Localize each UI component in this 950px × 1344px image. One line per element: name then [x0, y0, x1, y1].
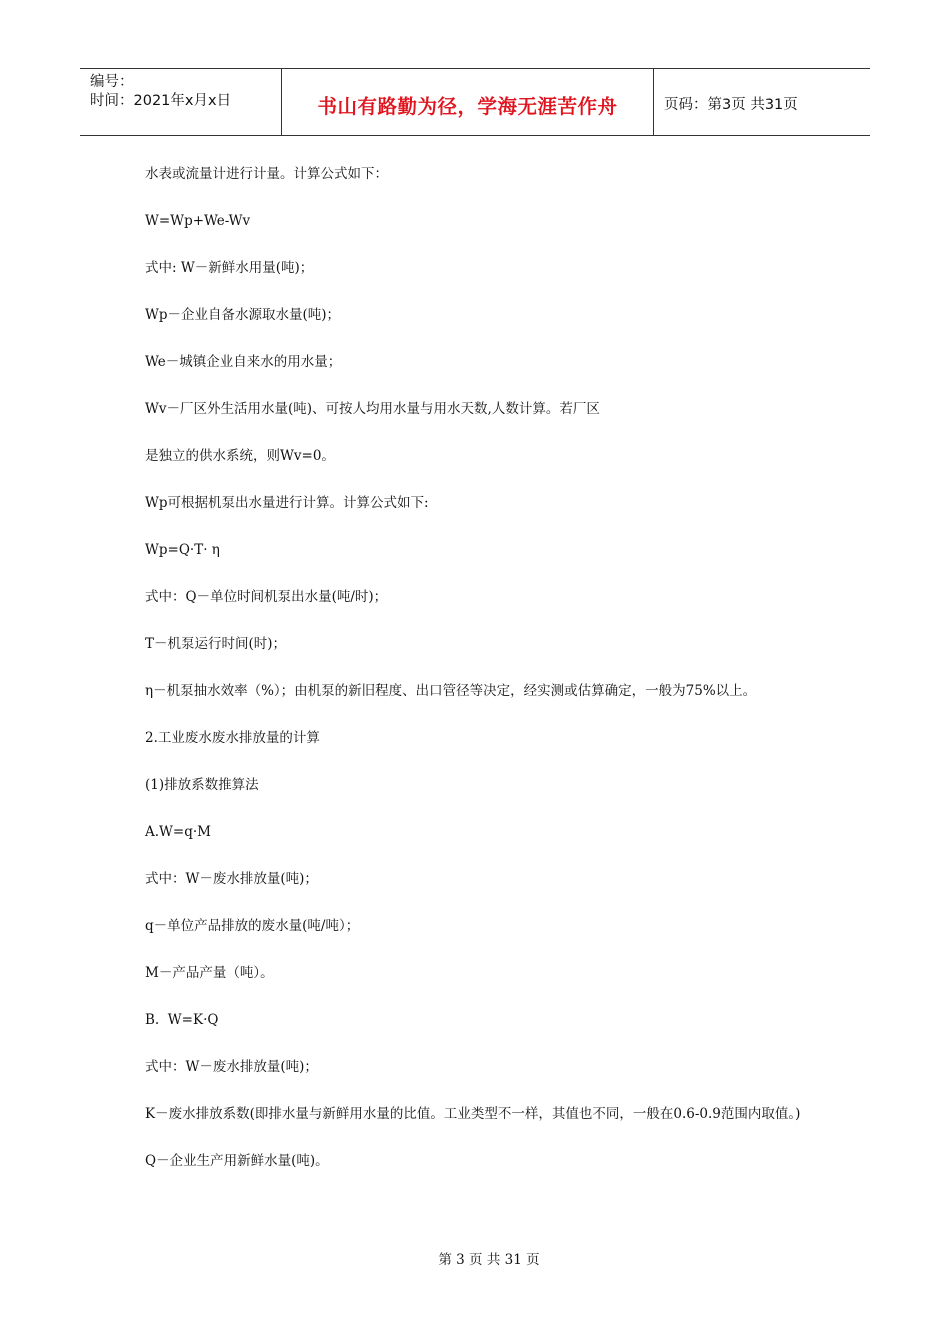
- formula-line: Wp=Q·T· η: [145, 542, 220, 558]
- body-paragraph: q－单位产品排放的废水量(吨/吨）；: [145, 918, 360, 934]
- body-paragraph: Q－企业生产用新鲜水量(吨)。: [145, 1153, 329, 1169]
- body-paragraph: T－机泵运行时间(时)；: [145, 636, 287, 652]
- document-time-label: 时间：2021年x月x日: [90, 93, 232, 109]
- page-footer: 第 3 页 共 31 页: [438, 1252, 540, 1268]
- body-paragraph: 式中：Q－单位时间机泵出水量(吨/时)；: [145, 589, 388, 605]
- header-page-info: 页码：第3页 共31页: [664, 96, 798, 113]
- section-heading: 2.工业废水废水排放量的计算: [145, 730, 320, 746]
- formula-line: B. W=K·Q: [145, 1012, 219, 1028]
- body-paragraph: 水表或流量计进行计量。计算公式如下：: [145, 166, 388, 182]
- document-number-label: 编号：: [90, 74, 134, 90]
- body-paragraph: Wp－企业自备水源取水量(吨)；: [145, 307, 341, 323]
- body-paragraph: 是独立的供水系统，则Wv=0。: [145, 448, 335, 464]
- body-paragraph: 式中：W－废水排放量(吨)；: [145, 871, 318, 887]
- body-paragraph: We－城镇企业自来水的用水量；: [145, 354, 342, 370]
- body-paragraph: η－机泵抽水效率（%）；由机泵的新旧程度、出口管径等决定，经实测或估算确定，一般为75%以上。: [145, 683, 757, 699]
- formula-line: A.W=q·M: [145, 824, 211, 840]
- subsection-heading: (1)排放系数推算法: [145, 777, 259, 793]
- body-paragraph: Wv－厂区外生活用水量(吨)、可按人均用水量与用水天数,人数计算。若厂区: [145, 401, 600, 417]
- body-paragraph: 式中: W－新鲜水用量(吨)；: [145, 260, 314, 276]
- header-meta: [80, 69, 282, 135]
- document-body: [145, 163, 810, 1197]
- header-motto: 书山有路勤为径，学海无涯苦作舟: [282, 69, 654, 135]
- body-paragraph: Wp可根据机泵出水量进行计算。计算公式如下:: [145, 495, 429, 511]
- body-paragraph: M－产品产量（吨）。: [145, 965, 274, 981]
- page-header: [80, 68, 870, 136]
- formula-line: W=Wp+We-Wv: [145, 213, 251, 229]
- body-paragraph: K－废水排放系数(即排水量与新鲜用水量的比值。工业类型不一样，其值也不同，一般在0.6-0.9范围内取值。): [145, 1106, 801, 1122]
- body-paragraph: 式中：W－废水排放量(吨)；: [145, 1059, 318, 1075]
